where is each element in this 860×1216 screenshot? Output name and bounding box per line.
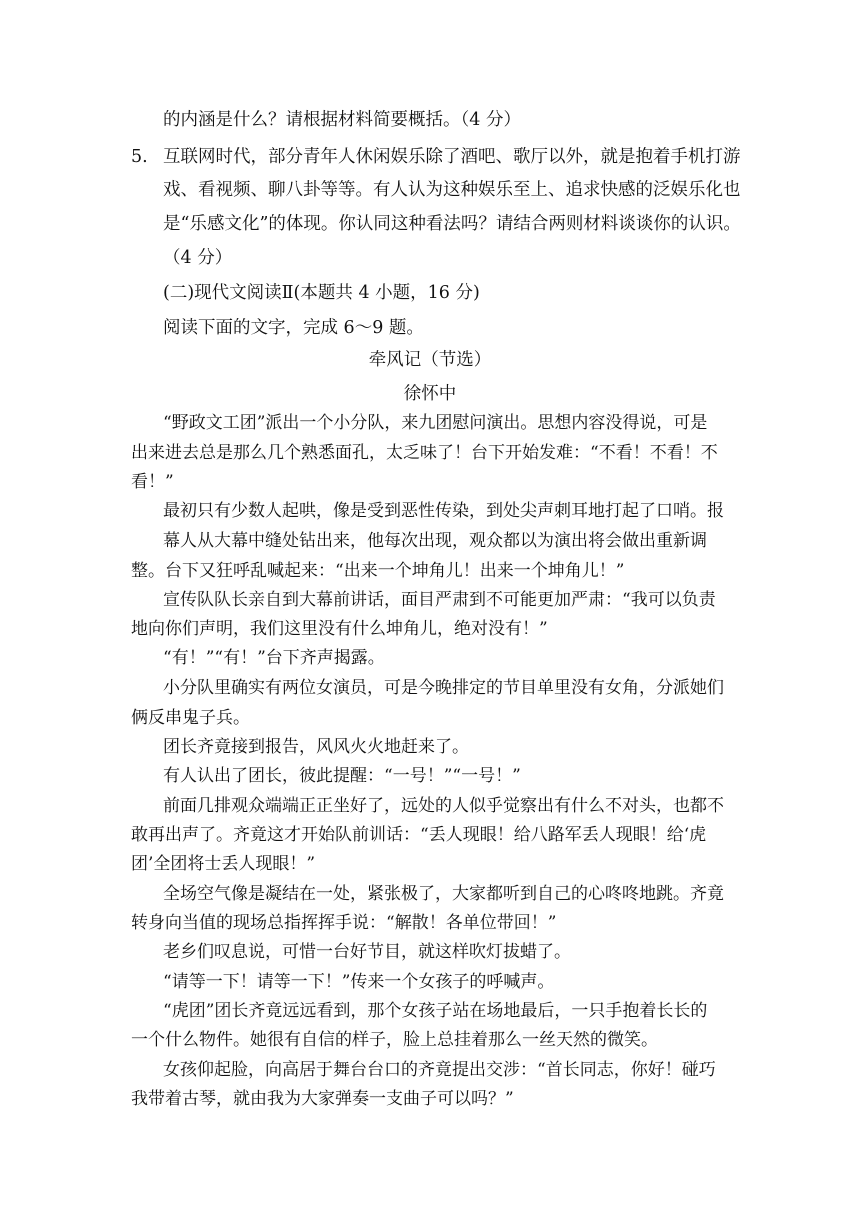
article-line: 最初只有少数人起哄，像是受到恶性传染，到处尖声刺耳地打起了口哨。报 bbox=[163, 501, 724, 521]
question-5-line-3: 是“乐感文化”的体现。你认同这种看法吗？请结合两则材料谈谈你的认识。 bbox=[163, 214, 741, 234]
article-line: 出来进去总是那么几个熟悉面孔，太乏味了！台下开始发难：“不看！不看！不 bbox=[131, 443, 718, 463]
question-4-tail: 的内涵是什么？请根据材料简要概括。（4 分） bbox=[163, 110, 521, 130]
article-line: “有！”“有！”台下齐声揭露。 bbox=[163, 648, 385, 668]
article-line: “虎团”团长齐竟远远看到，那个女孩子站在场地最后，一只手抱着长长的 bbox=[163, 1001, 708, 1021]
question-5-line-1: 互联网时代，部分青年人休闲娱乐除了酒吧、歌厅以外，就是抱着手机打游 bbox=[163, 147, 741, 167]
article-line: 我带着古琴，就由我为大家弹奏一支曲子可以吗？” bbox=[131, 1089, 514, 1109]
article-line: 看！” bbox=[131, 472, 174, 492]
article-title: 牵风记（节选） bbox=[368, 350, 492, 370]
article-line: 地向你们声明，我们这里没有什么坤角儿，绝对没有！” bbox=[131, 619, 548, 639]
article-line: 整。台下又狂呼乱喊起来：“出来一个坤角儿！出来一个坤角儿！” bbox=[131, 561, 625, 581]
article-line: 俩反串鬼子兵。 bbox=[131, 708, 250, 728]
question-5-line-4: （4 分） bbox=[163, 248, 233, 268]
question-5-number: 5. bbox=[131, 147, 148, 167]
article-line: 老乡们叹息说，可惜一台好节目，就这样吹灯拔蜡了。 bbox=[163, 942, 571, 962]
article-line: 转身向当值的现场总指挥挥手说：“解散！各单位带回！” bbox=[131, 913, 557, 933]
question-5-line-2: 戏、看视频、聊八卦等等。有人认为这种娱乐至上、追求快感的泛娱乐化也 bbox=[163, 180, 741, 200]
article-line: “野政文工团”派出一个小分队，来九团慰问演出。思想内容没得说，可是 bbox=[163, 413, 708, 433]
article-line: 宣传队队长亲自到大幕前讲话，面目严肃到不可能更加严肃：“我可以负责 bbox=[163, 590, 716, 610]
article-line: 有人认出了团长，彼此提醒：“一号！”“一号！” bbox=[163, 766, 521, 786]
article-line: 前面几排观众端端正正坐好了，远处的人似乎觉察出有什么不对头，也都不 bbox=[163, 796, 724, 816]
article-line: 全场空气像是凝结在一处，紧张极了，大家都听到自己的心咚咚地跳。齐竟 bbox=[163, 884, 724, 904]
section-heading: (二)现代文阅读Ⅱ(本题共 4 小题，16 分) bbox=[163, 283, 480, 303]
article-author: 徐怀中 bbox=[403, 384, 457, 404]
article-line: 团长齐竟接到报告，风风火火地赶来了。 bbox=[163, 737, 469, 757]
article-line: 小分队里确实有两位女演员，可是今晚排定的节目单里没有女角，分派她们 bbox=[163, 678, 724, 698]
article-line: 一个什么物件。她很有自信的样子，脸上总挂着那么一丝天然的微笑。 bbox=[131, 1030, 658, 1050]
section-instruction: 阅读下面的文字，完成 6～9 题。 bbox=[163, 318, 424, 338]
article-line: 团’全团将士丢人现眼！” bbox=[131, 854, 316, 874]
article-line: 女孩仰起脸，向高居于舞台台口的齐竟提出交涉：“首长同志，你好！碰巧 bbox=[163, 1060, 716, 1080]
article-line: “请等一下！请等一下！”传来一个女孩子的呼喊声。 bbox=[163, 972, 555, 992]
article-line: 敢再出声了。齐竟这才开始队前训话：“丢人现眼！给八路军丢人现眼！给‘虎 bbox=[131, 825, 707, 845]
article-line: 幕人从大幕中缝处钻出来，他每次出现，观众都以为演出将会做出重新调 bbox=[163, 531, 707, 551]
